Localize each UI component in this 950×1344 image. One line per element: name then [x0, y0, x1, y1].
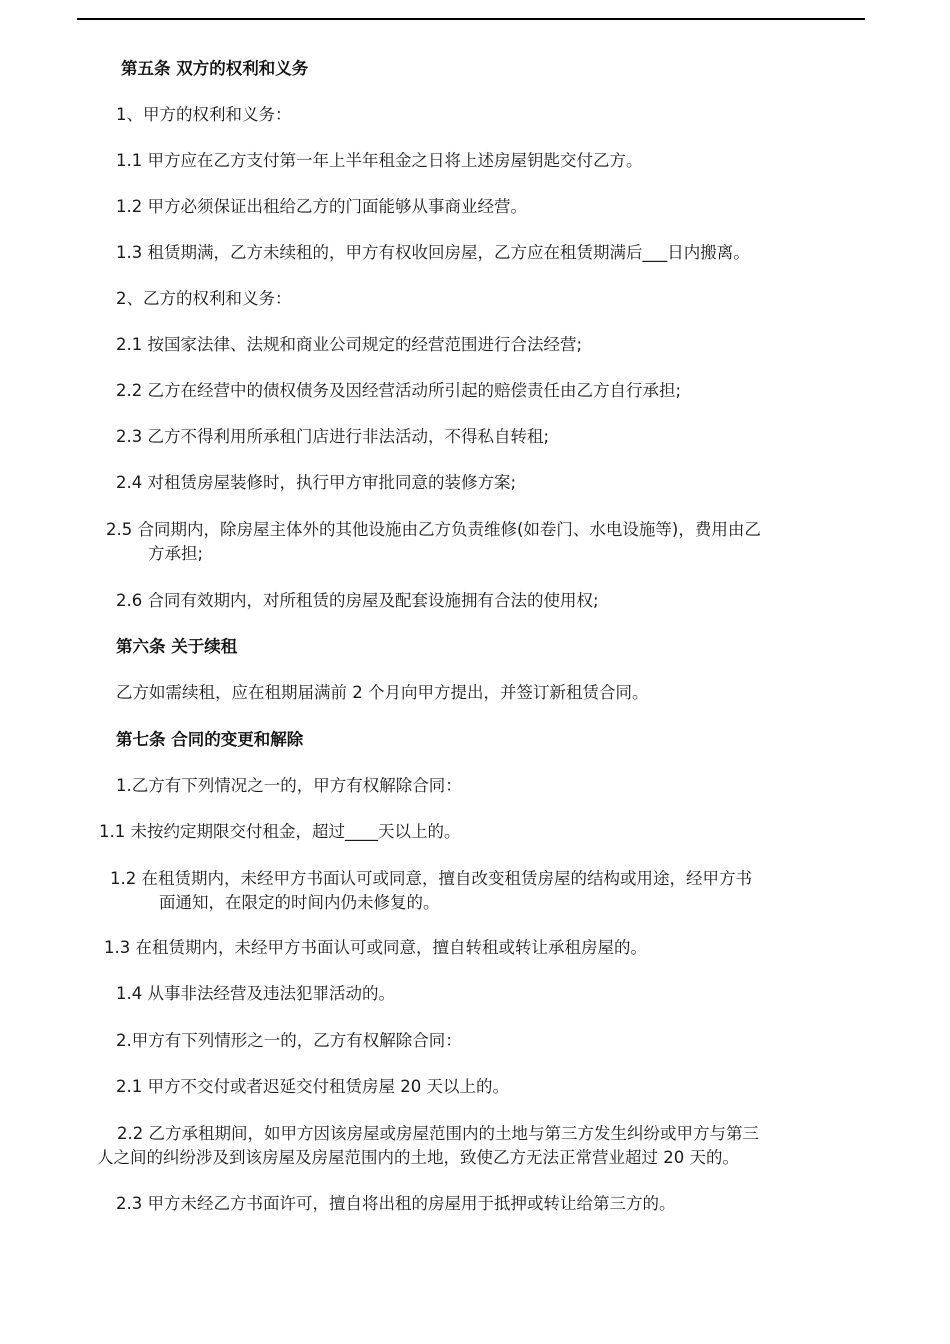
article-5-heading: 第五条 双方的权利和义务 — [121, 59, 309, 78]
clause-2-2: 2.2 乙方在经营中的债权债务及因经营活动所引起的赔偿责任由乙方自行承担; — [116, 381, 682, 400]
clause-7-1-3: 1.3 在租赁期内，未经甲方书面认可或同意，擅自转租或转让承租房屋的。 — [104, 938, 647, 957]
termination-by-tenant-title: 2.甲方有下列情形之一的，乙方有权解除合同： — [116, 1031, 462, 1050]
clause-2-5-line-2: 方承担; — [148, 544, 204, 563]
clause-7-1-4: 1.4 从事非法经营及违法犯罪活动的。 — [116, 984, 395, 1003]
clause-7-2-1: 2.1 甲方不交付或者迟延交付租赁房屋 20 天以上的。 — [116, 1077, 509, 1096]
clause-1-3: 1.3 租赁期满，乙方未续租的，甲方有权收回房屋，乙方应在租赁期满后___日内搬离。 — [116, 243, 750, 262]
section-1-title: 1、甲方的权利和义务： — [116, 105, 292, 124]
section-2-title: 2、乙方的权利和义务： — [116, 289, 292, 308]
clause-7-1-1: 1.1 未按约定期限交付租金，超过____天以上的。 — [99, 822, 461, 841]
clause-7-2-2-line-1: 2.2 乙方承租期间，如甲方因该房屋或房屋范围内的土地与第三方发生纠纷或甲方与第三 — [117, 1124, 759, 1143]
clause-2-4: 2.4 对租赁房屋装修时，执行甲方审批同意的装修方案; — [116, 473, 517, 492]
clause-2-6: 2.6 合同有效期内，对所租赁的房屋及配套设施拥有合法的使用权; — [116, 591, 599, 610]
clause-2-5-line-1: 2.5 合同期内，除房屋主体外的其他设施由乙方负责维修(如卷门、水电设施等)，费用由乙 — [106, 520, 761, 539]
clause-2-5 — [106, 518, 761, 566]
header-rule — [77, 18, 865, 20]
clause-2-3: 2.3 乙方不得利用所承租门店进行非法活动，不得私自转租; — [116, 427, 550, 446]
clause-7-1-2-line-1: 1.2 在租赁期内，未经甲方书面认可或同意，擅自改变租赁房屋的结构或用途，经甲方书 — [110, 869, 752, 888]
article-6-heading: 第六条 关于续租 — [116, 637, 238, 656]
renewal-clause: 乙方如需续租，应在租期届满前 2 个月向甲方提出，并签订新租赁合同。 — [116, 683, 649, 702]
clause-2-1: 2.1 按国家法律、法规和商业公司规定的经营范围进行合法经营; — [116, 335, 583, 354]
clause-7-1-2-line-2: 面通知，在限定的时间内仍未修复的。 — [159, 893, 440, 912]
termination-by-landlord-title: 1.乙方有下列情况之一的，甲方有权解除合同： — [116, 776, 462, 795]
clause-1-1: 1.1 甲方应在乙方支付第一年上半年租金之日将上述房屋钥匙交付乙方。 — [116, 151, 643, 170]
article-7-heading: 第七条 合同的变更和解除 — [116, 730, 304, 749]
clause-7-2-3: 2.3 甲方未经乙方书面许可，擅自将出租的房屋用于抵押或转让给第三方的。 — [116, 1194, 676, 1213]
clause-7-2-2 — [97, 1122, 759, 1170]
clause-1-2: 1.2 甲方必须保证出租给乙方的门面能够从事商业经营。 — [116, 197, 527, 216]
clause-7-1-2 — [110, 867, 752, 915]
clause-7-2-2-line-2: 人之间的纠纷涉及到该房屋及房屋范围内的土地，致使乙方无法正常营业超过 20 天的。 — [97, 1148, 739, 1167]
